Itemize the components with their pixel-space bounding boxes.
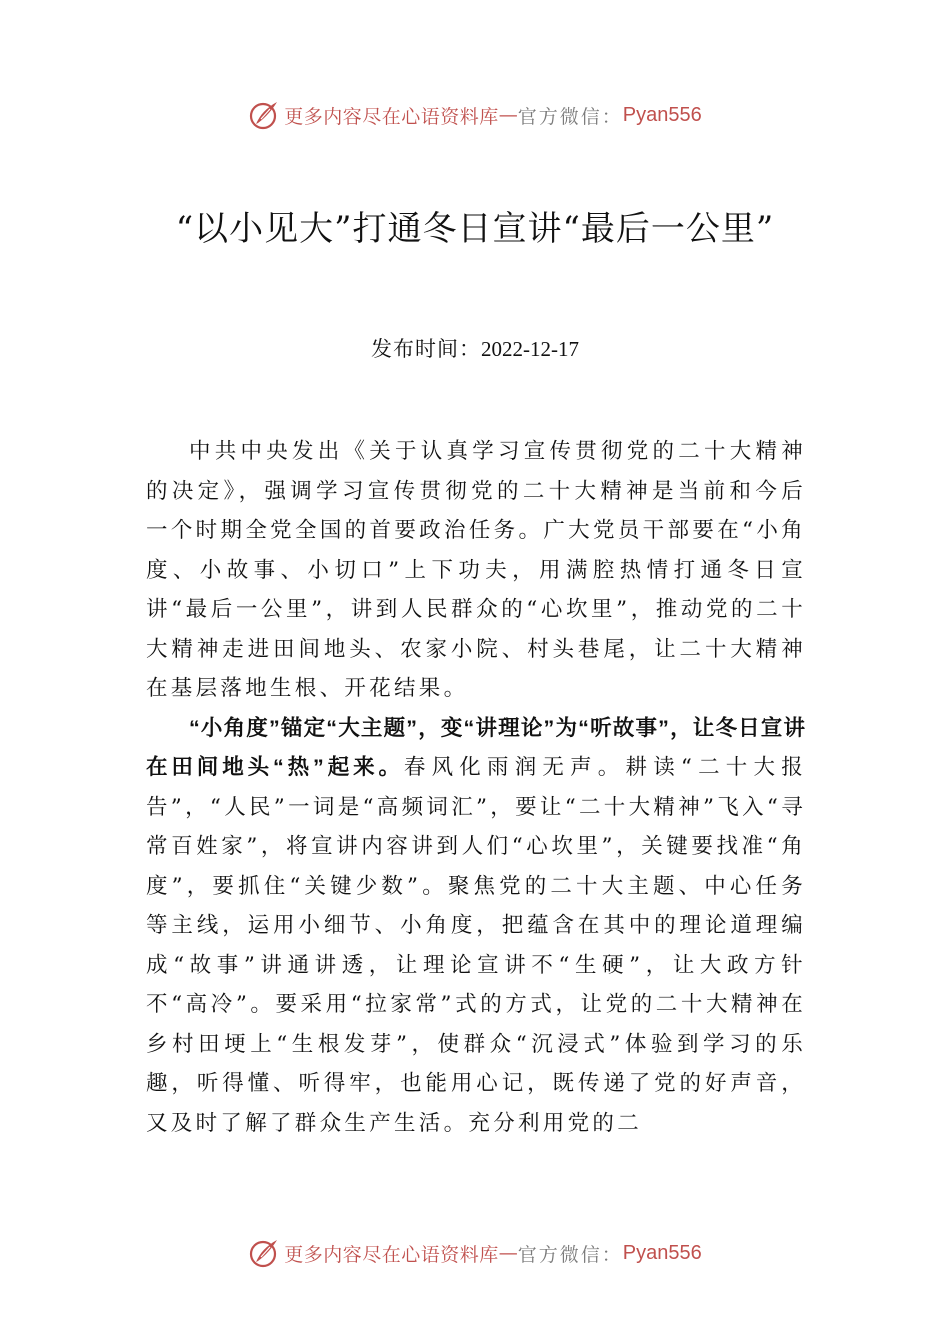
paragraph-1: 中共中央发出《关于认真学习宣传贯彻党的二十大精神的决定》，强调学习宣传贯彻党的二十大精神是当前和今后 一个时期全党全国的首要政治任务。广大党员干部要在“小角度、小故事、小切口”上下功夫，用满腔热情打通冬日宣讲“最后一公里”，讲到人民群众的“心坎里”，推动党的二十大精神走进田间地头、农家小院、村头巷尾，让二十大精神在基层落地生根、开花结果。	[146, 439, 806, 701]
footer-banner	[0, 1233, 950, 1273]
article-body	[146, 432, 806, 1143]
publish-label: 发布时间：	[371, 337, 481, 361]
banner-wechat-id: Pyan556	[622, 103, 702, 126]
header-banner	[0, 95, 950, 135]
banner-wechat-label: 官方微信：	[517, 1243, 623, 1266]
paragraph-2-lead: “小角度”锚定“大主题”，变“讲理论”为“听故事”，让冬日宣讲在田间地头“热”起来。	[146, 715, 806, 779]
banner-separator: —	[498, 104, 518, 126]
banner-text: 更多内容尽在心语资料库	[284, 1243, 499, 1266]
banner-text: 更多内容尽在心语资料库	[284, 105, 499, 128]
paragraph-2-body: 春风化雨润无声。耕读“二十大报告”，“人民”一词是“高频词汇”，要让“二十大精神”飞入“寻常百姓家”，将宣讲内容讲到人们“心坎里”，关键要找准“角度”，要抓住“关键少数”。聚焦党的二十大主题、中心任务等主线，运用小细节、小角度，把蕴含在其中的理论道理编成“故事”讲通讲透，让理论宣讲不“生硬”，让大政方针不“高冷”。要采用“拉家常”式的方式，让党的二十大精神在乡村田埂上“生根发芽”，使群众“沉浸式”体验到学习的乐趣，听得懂、听得牢，也能用心记，既传递了党的好声音，又及时了解了群众生产生活。充分利用党的二	[146, 755, 806, 1136]
banner-wechat-label: 官方微信：	[517, 105, 623, 128]
document-title: “以小见大”打通冬日宣讲“最后一公里”	[175, 209, 775, 249]
banner-separator: —	[498, 1242, 518, 1264]
publish-date-line	[0, 334, 950, 364]
paragraph-2	[146, 709, 806, 1144]
banner-wechat-id: Pyan556	[622, 1241, 702, 1264]
quill-logo-icon	[248, 1237, 280, 1269]
quill-logo-icon	[248, 99, 280, 131]
publish-date: 2022-12-17	[481, 337, 579, 361]
